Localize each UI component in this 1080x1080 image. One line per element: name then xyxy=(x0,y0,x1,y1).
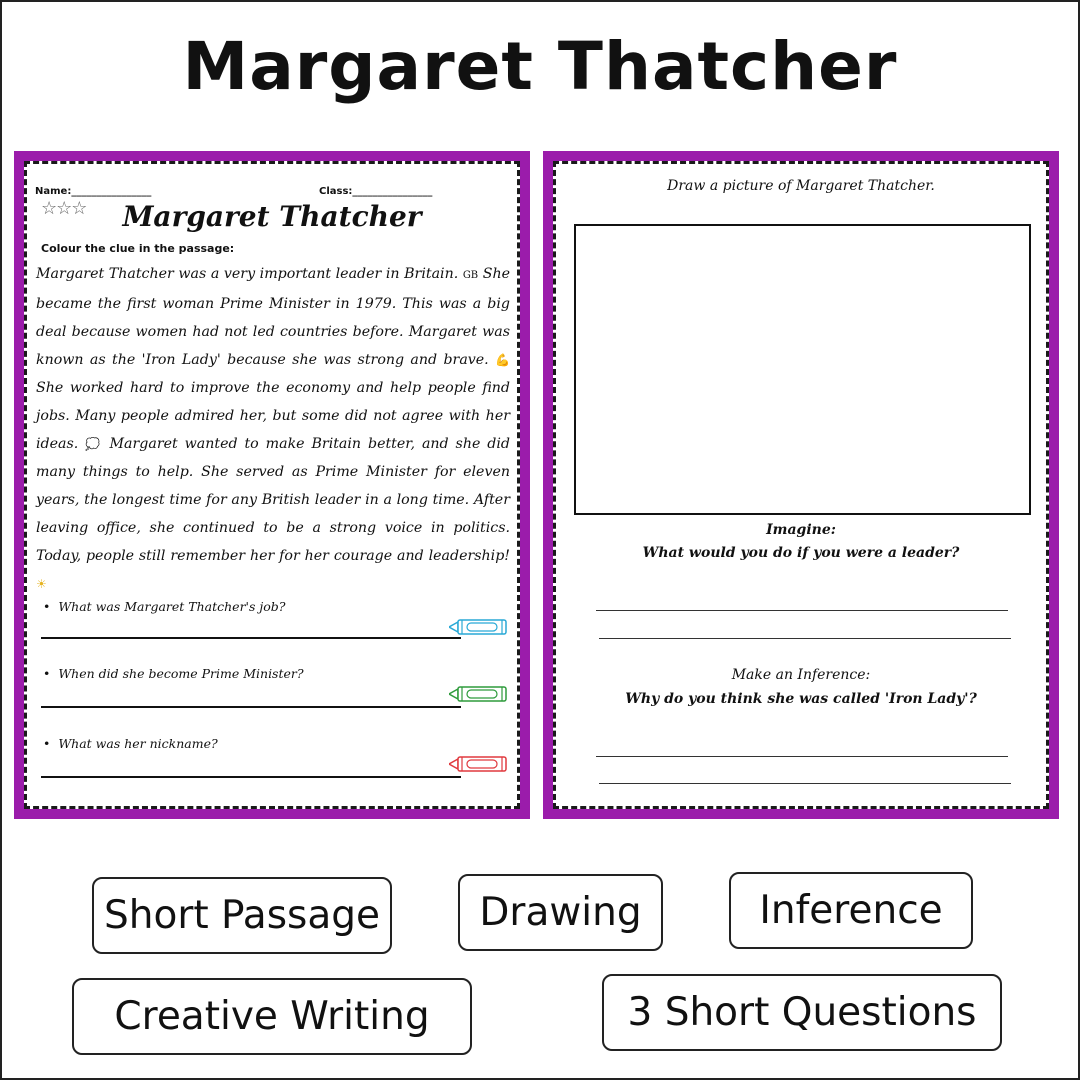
thought-bubble-icon: 💭 xyxy=(85,437,103,451)
page-title: Margaret Thatcher xyxy=(182,28,898,105)
rating-stars-icon: ☆☆☆ xyxy=(41,198,87,219)
question-2 xyxy=(43,666,304,681)
bullet: • xyxy=(43,666,51,681)
drawing-prompt: Draw a picture of Margaret Thatcher. xyxy=(667,178,935,194)
worksheet-title: Margaret Thatcher xyxy=(122,200,422,233)
question-1 xyxy=(43,599,285,614)
answer-line-3[interactable] xyxy=(41,776,461,778)
crayon-icon xyxy=(449,684,511,704)
gb-flag-icon: GB xyxy=(462,270,479,281)
writing-line-1[interactable] xyxy=(596,610,1008,611)
instruction-text: Colour the clue in the passage: xyxy=(41,242,235,255)
drawing-box[interactable] xyxy=(574,224,1031,515)
inference-question: Why do you think she was called 'Iron Lady'? xyxy=(625,691,977,707)
question-3 xyxy=(43,736,218,751)
imagine-question: What would you do if you were a leader? xyxy=(642,545,960,561)
bullet: • xyxy=(43,736,51,751)
sun-icon: ☀ xyxy=(36,577,47,591)
question-2-text: When did she become Prime Minister? xyxy=(58,666,304,681)
answer-line-1[interactable] xyxy=(41,637,461,639)
passage-text-3: She worked hard to improve the economy and help people find jobs. Many people admired her, but some did not agree with her ideas. xyxy=(36,380,510,452)
passage-text-1: Margaret Thatcher was a very important leader in Britain. xyxy=(36,266,463,282)
tag-creative-writing: Creative Writing xyxy=(72,978,472,1055)
tag-short-passage: Short Passage xyxy=(92,877,392,954)
passage-text-4: Margaret wanted to make Britain better, and she did many things to help. She served as Prime Minister for eleven years, the longest time for any British leader in a long time. After leaving office, she continued to be a strong voice in politics. Today, people still remember her for her courage and leadership! xyxy=(36,436,510,564)
passage-text-2: She became the first woman Prime Minister in 1979. This was a big deal because women had not led countries before. Margaret was known as the 'Iron Lady' because she was strong and brave. xyxy=(36,266,510,368)
writing-line-3[interactable] xyxy=(596,756,1008,757)
question-1-text: What was Margaret Thatcher's job? xyxy=(58,599,286,614)
worksheet-passage-page xyxy=(14,151,530,819)
inference-label: Make an Inference: xyxy=(731,667,871,683)
bullet: • xyxy=(43,599,51,614)
question-3-text: What was her nickname? xyxy=(58,736,218,751)
crayon-icon xyxy=(449,617,511,637)
tag-inference: Inference xyxy=(729,872,973,949)
worksheet-drawing-page xyxy=(543,151,1059,819)
worksheet-drawing-inner xyxy=(553,161,1049,809)
imagine-label: Imagine: xyxy=(766,522,836,538)
tag-drawing: Drawing xyxy=(458,874,663,951)
answer-line-2[interactable] xyxy=(41,706,461,708)
worksheet-passage-inner xyxy=(24,161,520,809)
class-field-label: Class:________________ xyxy=(319,186,433,197)
crayon-icon xyxy=(449,754,511,774)
writing-line-2[interactable] xyxy=(599,638,1011,639)
reading-passage xyxy=(36,260,510,598)
writing-line-4[interactable] xyxy=(599,783,1011,784)
name-field-label: Name:________________ xyxy=(35,186,152,197)
tag-short-questions: 3 Short Questions xyxy=(602,974,1002,1051)
flexed-arm-icon: 💪 xyxy=(495,353,510,367)
